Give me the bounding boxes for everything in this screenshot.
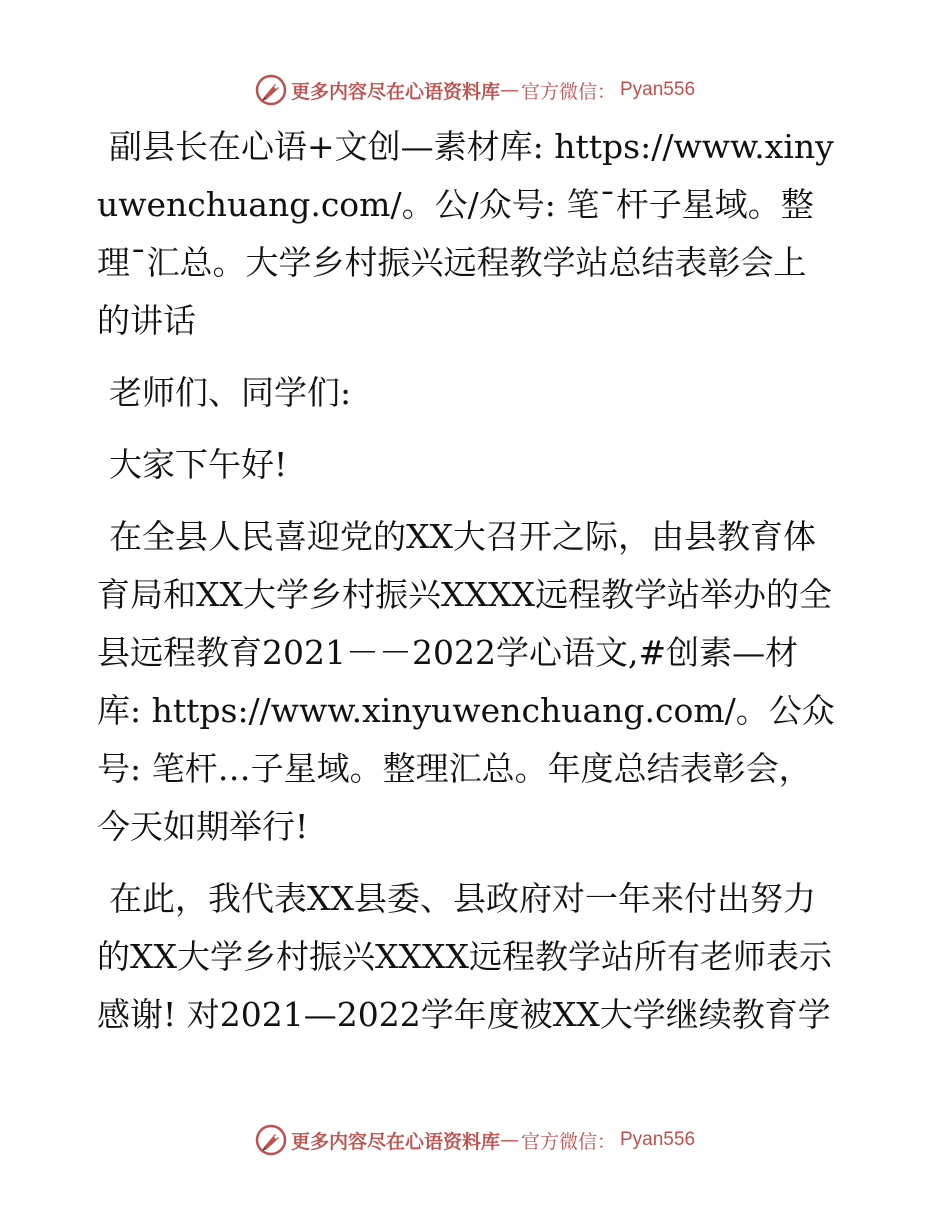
pen-nib-icon xyxy=(255,74,287,106)
paragraph-thanks: 在此，我代表XX县委、县政府对一年来付出努力的XX大学乡村振兴XXXX远程教学站所有老师表示感谢! 对2021—2022学年度被XX大学继续教育学 xyxy=(97,879,832,1034)
footer-dash: — xyxy=(499,1129,519,1151)
pen-nib-icon xyxy=(255,1124,287,1156)
paragraph-greeting: 大家下午好! xyxy=(109,445,288,484)
footer-banner xyxy=(0,1120,950,1160)
footer-official-label: 官方微信： xyxy=(520,1130,616,1153)
paragraph-title: 副县长在心语+文创—素材库: https://www.xinyuwenchuang.com/。公/众号: 笔¯杆子星域。整理¯汇总。大学乡村振兴远程教学站总结表彰会上的讲话 xyxy=(97,127,834,340)
header-site-text: 更多内容尽在心语资料库 xyxy=(290,80,500,103)
paragraph-salutation: 老师们、同学们: xyxy=(109,373,352,412)
footer-wechat-id: Pyan556 xyxy=(620,1129,696,1150)
footer-site-text: 更多内容尽在心语资料库 xyxy=(290,1130,500,1153)
header-wechat-id: Pyan556 xyxy=(620,79,696,100)
paragraph-opening: 在全县人民喜迎党的XX大召开之际，由县教育体育局和XX大学乡村振兴XXXX远程教学站举办的全县远程教育2021－－2022学心语文,#创素—材库: https://www.xinyuwenchuang.com/。公众号: 笔杆…子星域。整理汇总。年度总结表彰会，今天如期举行! xyxy=(97,517,835,846)
header-dash: — xyxy=(499,79,519,101)
header-official-label: 官方微信： xyxy=(520,80,616,103)
header-banner xyxy=(0,70,950,110)
document-body xyxy=(97,118,837,1058)
